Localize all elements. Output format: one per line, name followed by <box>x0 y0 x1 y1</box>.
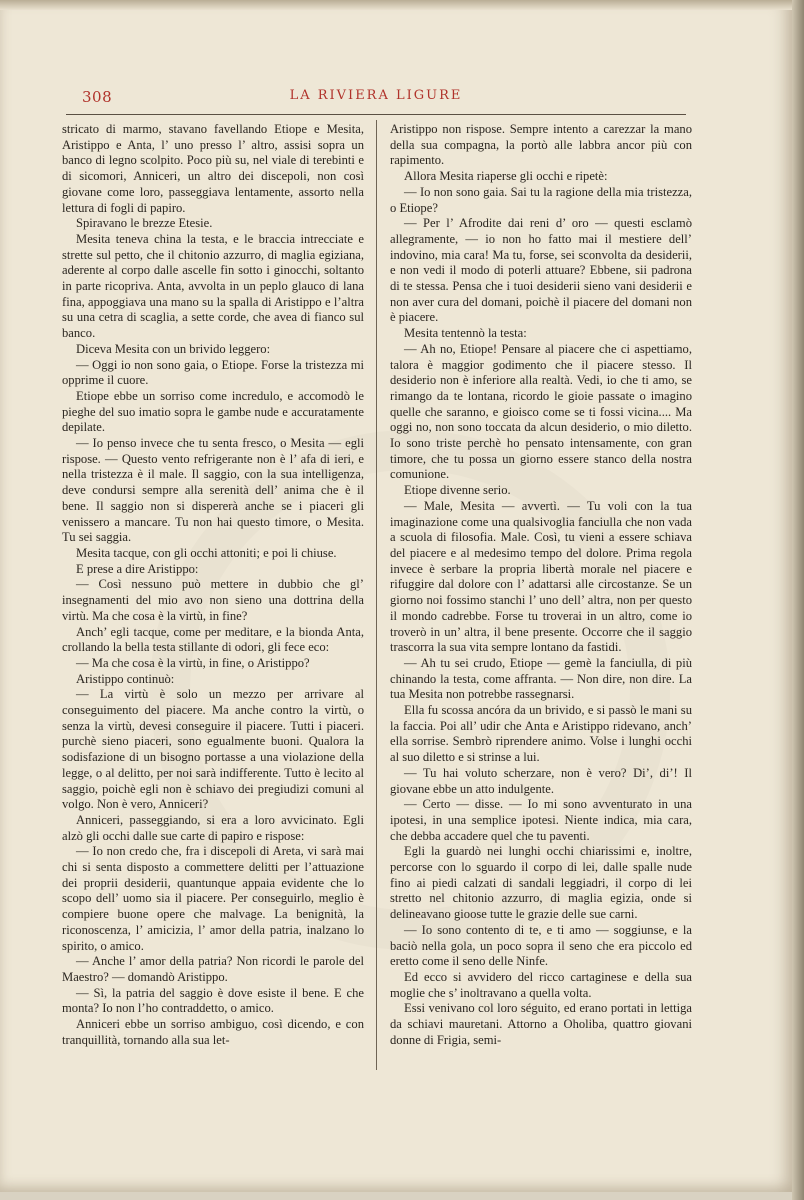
paragraph: — Ah no, Etiope! Pensare al piacere che ci aspettiamo, talora è maggior godimento che il piacere stesso. Il desiderio non è inferiore alla realtà. Vedi, io che ti amo, se rimango da te lontana, ricordo le gioie passate o imagino quelle che saranno, e gioisco come se ti fossi vicina.... Ma oggi no, non sono toccata da alcun desiderio, o mio diletto. Io sono triste perchè ho pensato intensamente, con gran timore, che tu possa un giorno essere stanco della nostra comunione. <box>390 341 692 482</box>
paragraph: — Ah tu sei crudo, Etiope — gemè la fanciulla, di più chinando la testa, come affranta. — Non dire, non dire. La tua Mesita non potrebbe rassegnarsi. <box>390 655 692 702</box>
paragraph: — Io sono contento di te, e ti amo — soggiunse, e la baciò nella gola, un poco sopra il seno che era piccolo ed eretto come il seno delle Ninfe. <box>390 922 692 969</box>
paragraph: Etiope divenne serio. <box>404 483 511 498</box>
paragraph: Egli la guardò nei lunghi occhi chiarissimi e, inoltre, percorse con lo sguardo il corpo di lei, dalle spalle nude fino ai piedi calzati di sandali leggiadri, il corpo di lei stretto nel chitonio azzurro, di maglia egizia, onde si delineavano gioose tutte le grazie delle sue carni. <box>390 844 692 922</box>
paragraph: Aristippo continuò: <box>76 671 175 686</box>
column-divider <box>376 120 377 1070</box>
paragraph: Diceva Mesita con un brivido leggero: <box>76 341 271 356</box>
paragraph: stricato di marmo, stavano favellando Etiope e Mesita, Aristippo e Anta, l’ uno presso l’ altro, assisi sopra un banco di legno scolpito. Poco più su, nel viale di terebinti e di sicomori, Anniceri, un altro dei discepoli, non così giovane come loro, passeggiava lentamente, assorto nella lettura di fogli di papiro. <box>62 122 364 215</box>
right-column <box>390 122 692 1048</box>
paragraph: — Io non credo che, fra i discepoli di Areta, vi sarà mai chi si senta disposto a commettere delitti per l’attuazione dei proprii desiderii, quantunque appaia evidente che lo scopo dell’ uomo sia il piacere. Per conseguirlo, meglio è compiere buone opere che malvage. La benignità, la riconoscenza, l’ amicizia, l’ amor della patria, inalzano lo spirito, o amico. <box>62 844 364 953</box>
left-column <box>62 122 364 1048</box>
paragraph: E prese a dire Aristippo: <box>76 561 199 576</box>
page-right-edge <box>792 0 804 1200</box>
paragraph: Essi venivano col loro séguito, ed erano portati in lettiga da schiavi mauretani. Attorno a Oholiba, quattro giovani donne di Frigia, semi- <box>390 1001 692 1047</box>
paragraph: — Sì, la patria del saggio è dove esiste il bene. E che monta? Io non l’ho contraddetto, o amico. <box>62 985 364 1016</box>
journal-title: LA RIVIERA LIGURE <box>289 88 463 103</box>
paragraph: Etiope ebbe un sorriso come incredulo, e accomodò le pieghe del suo imatio sopra le gambe nude e accuratamente depilate. <box>62 388 364 435</box>
paragraph: Spiravano le brezze Etesie. <box>76 216 213 231</box>
paragraph: — Così nessuno può mettere in dubbio che gl’ insegnamenti del mio avo non sieno una dottrina della virtù. Ma che cosa è la virtù, in fine? <box>62 577 364 623</box>
paragraph: — Ma che cosa è la virtù, in fine, o Aristippo? <box>76 655 310 670</box>
page-top-edge <box>0 0 804 10</box>
paragraph: Anniceri, passeggiando, si era a loro avvicinato. Egli alzò gli occhi dalle sue carte di papiro e rispose: <box>62 812 364 843</box>
paragraph: Allora Mesita riaperse gli occhi e ripetè: <box>404 169 608 184</box>
paragraph: Anch’ egli tacque, come per meditare, e la bionda Anta, crollando la bella testa stillante di odori, gli fece eco: <box>62 624 364 655</box>
paragraph: Anniceri ebbe un sorriso ambiguo, così dicendo, e con tranquillità, tornando alla sua let- <box>62 1017 364 1047</box>
paragraph: — Certo — disse. — Io mi sono avventurato in una ipotesi, in una semplice ipotesi. Niente indica, mia cara, che debba accadere quel che tu paventi. <box>390 797 692 843</box>
header-rule <box>66 114 686 115</box>
paragraph: — La virtù è solo un mezzo per arrivare al conseguimento del piacere. Ma anche contro la virtù, o senza la virtù, devesi conseguire il piacere. Tutti i piaceri. purchè sieno piaceri, sono egualmente buoni. Qualora la sodisfazione di un bisogno portasse a una violazione della legge, o al delitto, per noi sarà indifferente. Tutto è lecito al saggio, poichè egli non è schiavo dei pregiudizi comuni al volgo. Non è vero, Anniceri? <box>62 687 364 812</box>
paragraph: — Tu hai voluto scherzare, non è vero? Di’, di’! Il giovane ebbe un atto indulgente. <box>390 765 692 796</box>
paragraph: Mesita tentennò la testa: <box>404 326 527 341</box>
paragraph: — Io penso invece che tu senta fresco, o Mesita — egli rispose. — Questo vento refrigerante non è l’ afa di ieri, e nella tristezza è il male. Il saggio, con la sua intelligenza, deve condursi sempre alla serenità dell’ anima che è il bene. Il saggio non si dispererà anche se i piaceri gli venissero a mancare. Tu non hai questo timore, o Mesita. Tu sei saggia. <box>62 436 364 545</box>
paragraph: — Male, Mesita — avvertì. — Tu voli con la tua imaginazione come una qualsivoglia fanciulla che non vada a scuola di filosofia. Male. Così, tu vieni a essere schiava del piacere e al medesimo tempo del dolore. Prima regola invece è serbare la propria libertà morale nel piacere e rifuggire dal dolore con l’ adattarsi alle circostanze. Se un giorno noi fossimo stanchi l’ uno dell’ altra, non per questo il mondo cadrebbe. Forse tu troverai in un altro, come io troverò in un’ altra, il bene presente. Occorre che il saggio trascorra la sua vita sempre lontano da fastidi. <box>390 498 692 655</box>
paragraph: Ed ecco si avvidero del ricco cartaginese e della sua moglie che s’ inoltravano a quella volta. <box>390 969 692 1000</box>
paragraph: — Io non sono gaia. Sai tu la ragione della mia tristezza, o Etiope? <box>390 184 692 215</box>
paragraph: — Oggi io non sono gaia, o Etiope. Forse la tristezza mi opprime il cuore. <box>62 357 364 388</box>
running-header <box>66 84 686 110</box>
page-number: 308 <box>82 88 113 106</box>
paragraph: — Anche l’ amor della patria? Non ricordi le parole del Maestro? — domandò Aristippo. <box>62 954 364 984</box>
paragraph: Aristippo non rispose. Sempre intento a carezzar la mano della sua compagna, la portò alle labbra ancor più con rapimento. <box>390 122 692 168</box>
paragraph: Mesita teneva china la testa, e le braccia intrecciate e strette sul petto, che il chitonio azzurro, di maglia egiziana, aderente al corpo dalle ascelle fin sotto i ginocchi, soltanto in parte ricopriva. Anta, avvolta in un peplo glauco di lana fina, appoggiava una mano su la spalla di Aristippo e l’altra su una cetra di scaglia, a sette corde, che avea di fianco sul banco. <box>62 231 364 341</box>
paragraph: Ella fu scossa ancóra da un brivido, e si passò le mani su la faccia. Poi all’ udir che Anta e Aristippo ridevano, anch’ ella sorrise. Sembrò riprendere animo. Volse i lunghi occhi al suo diletto e si strinse a lui. <box>390 703 692 765</box>
paragraph: Mesita tacque, con gli occhi attoniti; e poi li chiuse. <box>76 545 337 560</box>
paragraph: — Per l’ Afrodite dai reni d’ oro — questi esclamò allegramente, — io non ho fatto mai il mestiere dell’ indovino, mia cara! Ma tu, forse, sei sconvolta da desiderii, e non vedi il modo di poterli attuare? Ebbene, sii padrona di te stessa. Pensa che i tuoi desiderii sieno vani desiderii e non aver cura del domani, poichè il piacere del domani non è piacere. <box>390 216 692 325</box>
